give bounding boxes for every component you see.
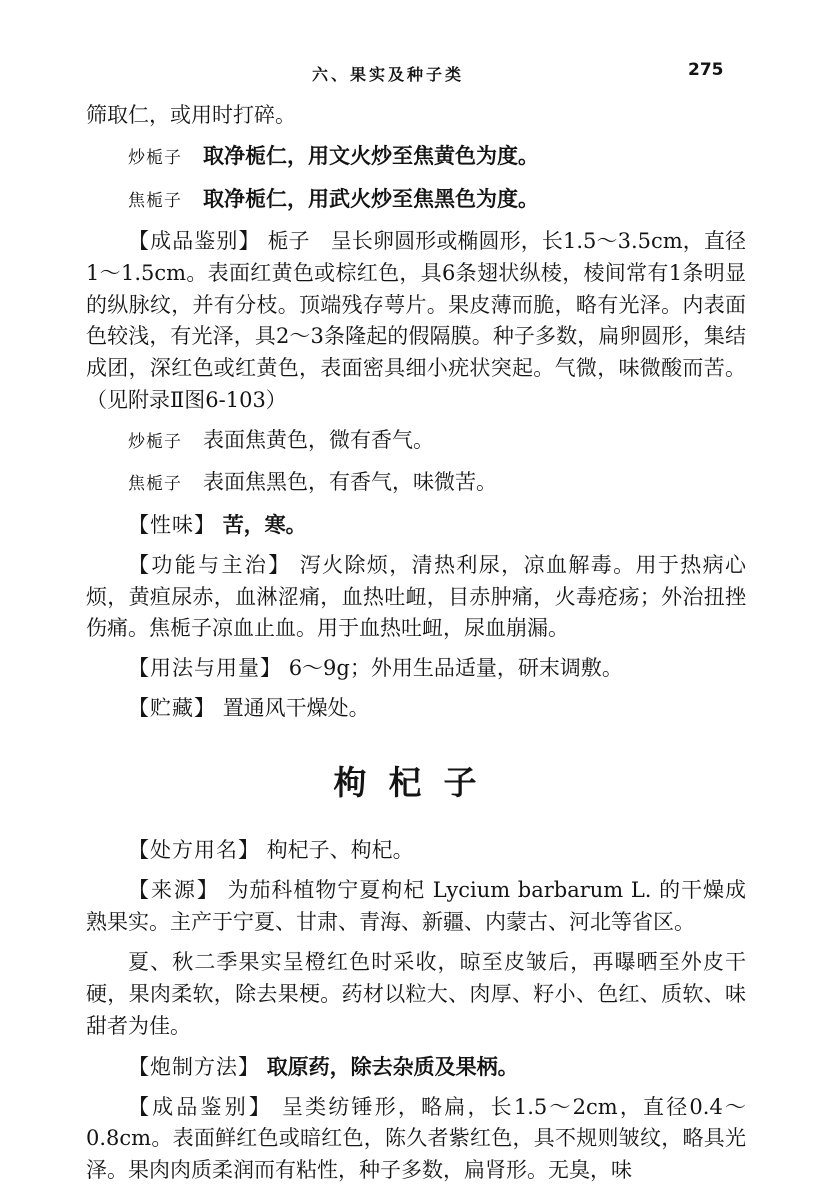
storage-paragraph: [86, 693, 746, 725]
harvest-text: 夏、秋二季果实呈橙红色时采收，晾至皮皱后，再曝晒至外皮干硬，果肉柔软，除去果梗。药材以粒大、肉厚、籽小、色红、质软、味甜者为佳。: [86, 950, 746, 1038]
identification-label: 【成品鉴别】: [128, 228, 261, 253]
identification-text: 呈长卵圆形或椭圆形，长1.5～3.5cm，直径1～1.5cm。表面红黄色或棕红色，具6条翅状纵棱，棱间常有1条明显的纵脉纹，并有分枝。顶端残存萼片。果皮薄而脆，略有光泽。内表面色较浅，有光泽，具2～3条隆起的假隔膜。种子多数，扁卵圆形，集结成团，深红色或红黄色，表面密具细小疣状突起。气微，味微酸而苦。（见附录Ⅱ图6-103）: [86, 228, 746, 412]
stirfry-description: [86, 425, 746, 459]
continued-text: 筛取仁，或用时打碎。: [86, 103, 296, 127]
taste-paragraph: [86, 509, 746, 542]
source-text: 为茄科植物宁夏枸杞 Lycium barbarum L. 的干燥成熟果实。主产于宁夏、甘肃、青海、新疆、内蒙古、河北等省区。: [86, 878, 746, 935]
section-title: 六、果实及种子类: [312, 65, 465, 84]
page-number: 275: [688, 60, 724, 80]
source-label: 【来源】: [128, 878, 220, 903]
prescription-names-text: 枸杞子、枸杞。: [266, 838, 414, 863]
stirfry-description-name: 炒栀子: [128, 431, 182, 452]
charred-method: [86, 183, 746, 218]
processing-label: 【炮制方法】: [128, 1054, 260, 1079]
usage-paragraph: [86, 653, 746, 685]
storage-text: 置通风干燥处。: [222, 696, 370, 721]
charred-text: 取净栀仁，用武火炒至焦黑色为度。: [203, 185, 539, 211]
storage-label: 【贮藏】: [128, 696, 216, 721]
entry-title: 枸杞子: [333, 763, 499, 803]
processing-text: 取原药，除去杂质及果柄。: [266, 1053, 519, 1079]
identification-herb-name: 栀子: [267, 228, 310, 253]
usage-text: 6～9g；外用生品适量，研末调敷。: [288, 656, 623, 681]
continued-paragraph: [86, 100, 746, 132]
taste-label: 【性味】: [128, 512, 216, 537]
charred-description-text: 表面焦黑色，有香气，味微苦。: [203, 469, 497, 494]
harvest-paragraph: [86, 947, 746, 1042]
source-paragraph: [86, 875, 746, 939]
stirfry-text: 取净栀仁，用文火炒至焦黄色为度。: [203, 142, 539, 168]
function-text: 泻火除烦，清热利尿，凉血解毒。用于热病心烦，黄疸尿赤，血淋涩痛，血热吐衄，目赤肿痛，火毒疮疡；外治扭挫伤痛。焦栀子凉血止血。用于血热吐衄，尿血崩漏。: [86, 552, 747, 641]
wolfberry-identification-paragraph: [86, 1092, 746, 1187]
function-paragraph: [86, 550, 746, 645]
charred-description: [86, 467, 746, 501]
taste-text: 苦，寒。: [222, 511, 307, 537]
processing-paragraph: [86, 1051, 746, 1084]
stirfry-name: 炒栀子: [128, 147, 182, 168]
identification-paragraph: [86, 226, 746, 417]
function-label: 【功能与主治】: [128, 552, 292, 577]
charred-description-name: 焦栀子: [128, 473, 182, 494]
stirfry-description-text: 表面焦黄色，微有香气。: [203, 427, 434, 452]
wolfberry-identification-text: 呈类纺锤形，略扁，长1.5～2cm，直径0.4～0.8cm。表面鲜红色或暗红色，陈久者紫红色，具不规则皱纹，略具光泽。果肉肉质柔润而有粘性，种子多数，扁肾形。无臭，味: [86, 1094, 747, 1183]
stirfry-method: [86, 140, 746, 175]
prescription-names-paragraph: [86, 835, 746, 867]
page-body: [86, 100, 746, 1195]
prescription-names-label: 【处方用名】: [128, 838, 260, 863]
charred-name: 焦栀子: [128, 190, 182, 211]
wolfberry-identification-label: 【成品鉴别】: [128, 1094, 274, 1119]
running-header: [0, 58, 832, 88]
usage-label: 【用法与用量】: [128, 656, 282, 681]
